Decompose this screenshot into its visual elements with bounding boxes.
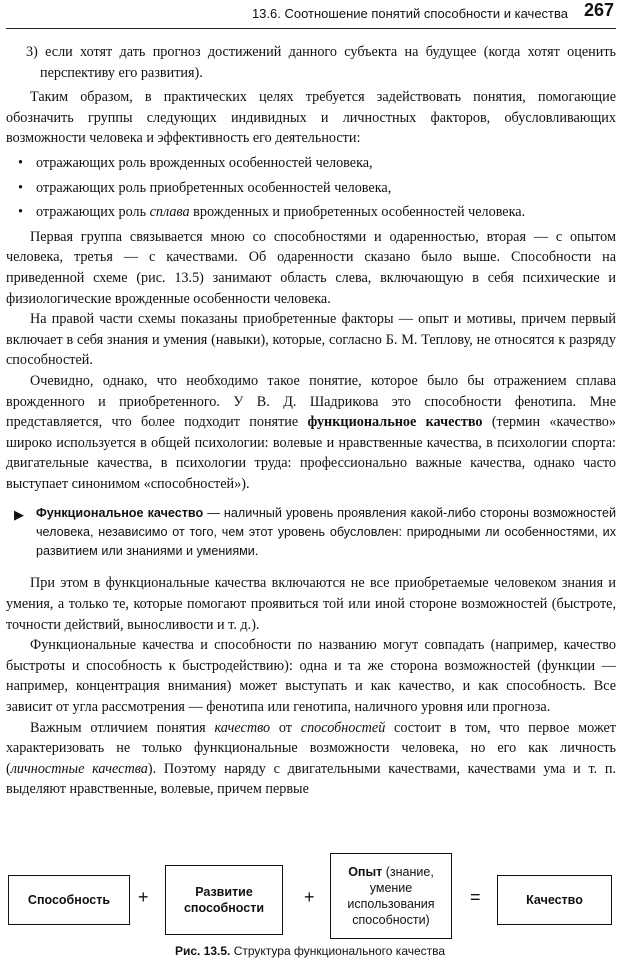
- bullet-emphasis: сплава: [149, 204, 190, 221]
- definition-text: — наличный уровень проявления какой-либо стороны возможностей человека, независимо от того, чем этот уровень обусловлен: природными ли особенностями, их развитием или знаниями и умениями.: [36, 506, 617, 559]
- paragraph-7: [6, 718, 616, 800]
- figure-13-5: [0, 849, 620, 965]
- p7-emphasis: качество: [214, 719, 271, 736]
- p7-emphasis: способностей: [300, 719, 386, 736]
- paragraph-2: Первая группа связывается мною со способностями и одаренностью, вторая — с опытом человека, третья — с качествами. Об одаренности сказано было выше. Способности на приведенной схеме (рис. 13.5) занимают область слева, включающую в себя психические и физиологические врожденные особенности человека.: [6, 228, 616, 307]
- factor-list: [6, 153, 616, 223]
- p7-text: Важным отличием понятия: [30, 719, 215, 736]
- figure-caption: [0, 944, 620, 958]
- list-item-3: 3) если хотят дать прогноз достижений данного субъекта на будущее (когда хотят оценить перспективу его развития).: [26, 44, 616, 81]
- paragraph-1: Таким образом, в практических целях требуется задействовать понятия, помогающие обозначить группы следующих индивидных и личностных факторов, обусловливающих возможности человека и эффективность его деятельности:: [6, 89, 616, 147]
- paragraph-3: На правой части схемы показаны приобретенные факторы — опыт и мотивы, причем первый включает в себя знания и умения (навыки), которые, согласно Б. М. Теплову, не относятся к разряду способностей.: [6, 311, 616, 369]
- paragraph-4: [6, 371, 616, 495]
- box-quality: [497, 875, 612, 925]
- p4-pre: Очевидно, однако, что необходимо такое понятие, которое было бы отражением сплава врожденного и приобретенного. У В. Д. Шадрикова это способности фенотипа. Мне представляется, что более подходит понятие: [6, 372, 616, 431]
- bullet-icon: •: [18, 179, 23, 196]
- p7-text: ). Поэтому наряду с двигательными качествами, качествами ума и т. п. выделяют нравственные, волевые, причем первые: [6, 760, 616, 798]
- box-development-label: Развитие способности: [183, 885, 265, 915]
- list-item: [6, 153, 616, 174]
- bullet-icon: •: [18, 204, 23, 221]
- bullet-text-pre: отражающих роль: [36, 204, 150, 221]
- triangle-arrow-icon: ▶: [14, 507, 24, 523]
- header-title: 13.6. Соотношение понятий способности и качества: [251, 6, 568, 21]
- paragraph-5: При этом в функциональные качества включаются не все приобретаемые человеком знания и умения, а только те, которые помогают проявиться той или иной стороне возможностей (быстроте, точности действий, выносливости и т. д.).: [6, 575, 616, 633]
- list-item: [6, 202, 616, 223]
- p4-term: функциональное качество: [307, 414, 483, 431]
- box-development: [165, 865, 283, 935]
- equals-sign: =: [470, 887, 481, 907]
- p4-post: (термин «качество» широко используется в общей психологии: волевые и нравственные качества, в психологии спорта: двигательные качества, в психологии труда: профессионально важные качества, однако часто выступает синонимом «способностей»).: [6, 414, 616, 492]
- definition-block: [6, 504, 616, 561]
- box-quality-label: Качество: [526, 893, 583, 907]
- p7-text: состоит в том, что первое может характеризовать не только функциональные возможности человека, но его как личность (: [6, 719, 617, 777]
- list-item: [6, 178, 616, 199]
- box-experience-bold: Опыт: [348, 865, 383, 879]
- paragraph-6: Функциональные качества и способности по названию могут совпадать (например, качество быстроты и способность к быстродействию): одна и та же сторона возможностей (функции — например, концентрация внимания) может выступать и как качество, и как способность. Все зависит от угла рассмотрения — фенотипа или генотипа, наличного уровня или прогноза.: [6, 637, 616, 716]
- box-experience: [330, 853, 452, 939]
- p7-text: от: [270, 719, 301, 736]
- running-header: [6, 0, 616, 29]
- bullet-icon: •: [18, 154, 23, 171]
- bullet-text: отражающих роль врожденных особенностей человека,: [36, 154, 373, 171]
- p7-emphasis: личностные качества: [10, 760, 148, 777]
- box-ability: [8, 875, 130, 925]
- plus-sign: +: [304, 887, 315, 907]
- bullet-text-post: врожденных и приобретенных особенностей человека.: [189, 204, 526, 221]
- caption-text: Структура функционального качества: [230, 944, 446, 958]
- box-ability-label: Способность: [27, 893, 111, 907]
- box-experience-label: [331, 864, 451, 928]
- bullet-text: отражающих роль приобретенных особенностей человека,: [36, 179, 392, 196]
- page-number: 267: [583, 0, 614, 20]
- plus-sign: +: [138, 887, 149, 907]
- definition-term: Функциональное качество: [36, 506, 204, 521]
- main-text: [6, 42, 616, 800]
- box-experience-rest: (знание, умение использования способности): [347, 865, 435, 927]
- caption-label: Рис. 13.5.: [174, 944, 231, 958]
